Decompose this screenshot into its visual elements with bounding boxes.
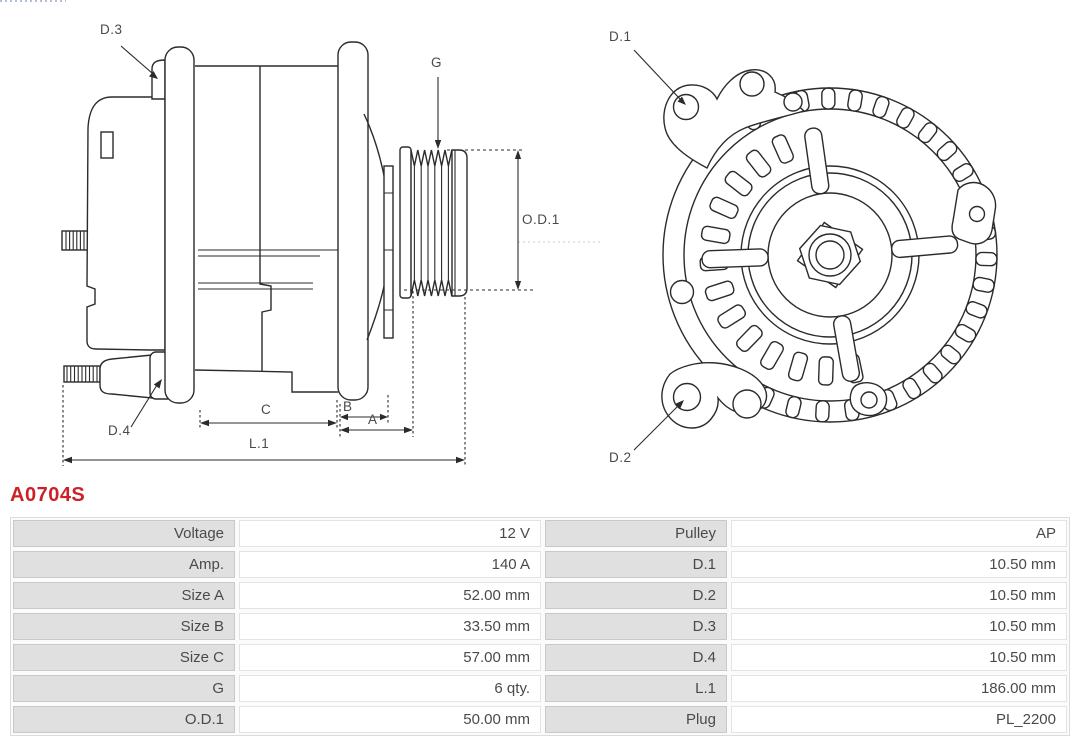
rear-housing bbox=[87, 97, 165, 350]
spec-value: 57.00 mm bbox=[239, 644, 541, 671]
spec-label: G bbox=[13, 675, 235, 702]
dim-label-a: A bbox=[368, 412, 378, 427]
ear-hole-bottom bbox=[861, 392, 877, 408]
pulley bbox=[400, 147, 467, 298]
dim-label-od1: O.D.1 bbox=[522, 212, 560, 227]
front-view bbox=[634, 50, 997, 450]
spec-value: 12 V bbox=[239, 520, 541, 547]
spec-row bbox=[11, 642, 1069, 673]
spec-value: 50.00 mm bbox=[239, 706, 541, 733]
spec-row bbox=[11, 549, 1069, 580]
terminal-stud-lower bbox=[64, 366, 100, 382]
g-arrow bbox=[435, 77, 441, 149]
spec-label: Plug bbox=[545, 706, 727, 733]
spec-label: Size A bbox=[13, 582, 235, 609]
part-number: A0704S bbox=[10, 484, 86, 506]
spec-row bbox=[11, 704, 1069, 735]
terminal-stud-upper bbox=[62, 231, 88, 250]
ear-hole-right bbox=[970, 207, 985, 222]
spec-label: L.1 bbox=[545, 675, 727, 702]
l1-dimension bbox=[63, 457, 465, 463]
spec-label: Size B bbox=[13, 613, 235, 640]
spec-label: D.4 bbox=[545, 644, 727, 671]
spec-value: 10.50 mm bbox=[731, 613, 1067, 640]
brush-holder-detail bbox=[101, 132, 113, 158]
d1-arrow bbox=[634, 50, 686, 105]
rear-ear-step bbox=[152, 60, 165, 99]
spec-label: D.3 bbox=[545, 613, 727, 640]
spec-value: 140 A bbox=[239, 551, 541, 578]
spec-value: AP bbox=[731, 520, 1067, 547]
mount-hole-top bbox=[740, 72, 764, 96]
spec-row bbox=[11, 673, 1069, 704]
spec-value: 10.50 mm bbox=[731, 644, 1067, 671]
rear-mount-ear bbox=[165, 47, 194, 403]
spec-value: 6 qty. bbox=[239, 675, 541, 702]
spec-value: 33.50 mm bbox=[239, 613, 541, 640]
dim-label-c: C bbox=[261, 402, 272, 417]
specs-table bbox=[10, 517, 1070, 736]
spec-value: 186.00 mm bbox=[731, 675, 1067, 702]
spec-label: Size C bbox=[13, 644, 235, 671]
dim-label-d4: D.4 bbox=[108, 423, 131, 438]
spec-row bbox=[11, 518, 1069, 549]
plug-connector bbox=[100, 355, 152, 398]
spec-value: 10.50 mm bbox=[731, 551, 1067, 578]
spec-label: D.1 bbox=[545, 551, 727, 578]
mount-hole-d1 bbox=[674, 95, 699, 120]
dim-label-l1: L.1 bbox=[249, 436, 270, 451]
dim-label-d1: D.1 bbox=[609, 29, 632, 44]
side-view bbox=[62, 42, 600, 466]
shaft-spacer bbox=[384, 166, 393, 338]
spec-value: PL_2200 bbox=[731, 706, 1067, 733]
d3-arrow bbox=[121, 46, 158, 79]
spec-value: 52.00 mm bbox=[239, 582, 541, 609]
dim-label-d2: D.2 bbox=[609, 450, 632, 465]
a-dimension bbox=[340, 427, 413, 433]
spec-label: D.2 bbox=[545, 582, 727, 609]
dim-label-g: G bbox=[431, 55, 443, 70]
d2-arrow bbox=[634, 400, 684, 450]
small-hole-top bbox=[784, 93, 802, 111]
spec-row bbox=[11, 611, 1069, 642]
front-mount-ear bbox=[338, 42, 368, 400]
dim-label-d3: D.3 bbox=[100, 22, 123, 37]
spec-value: 10.50 mm bbox=[731, 582, 1067, 609]
od1-dimension bbox=[404, 150, 600, 290]
small-hole-left bbox=[671, 281, 694, 304]
spec-label: Voltage bbox=[13, 520, 235, 547]
spec-label: Pulley bbox=[545, 520, 727, 547]
spec-row bbox=[11, 580, 1069, 611]
b-dimension bbox=[340, 414, 388, 420]
spec-label: Amp. bbox=[13, 551, 235, 578]
main-body bbox=[195, 66, 338, 392]
spec-label: O.D.1 bbox=[13, 706, 235, 733]
c-dimension bbox=[200, 420, 337, 426]
mount-hole-bottom bbox=[733, 390, 761, 418]
dim-label-b: B bbox=[343, 399, 353, 414]
